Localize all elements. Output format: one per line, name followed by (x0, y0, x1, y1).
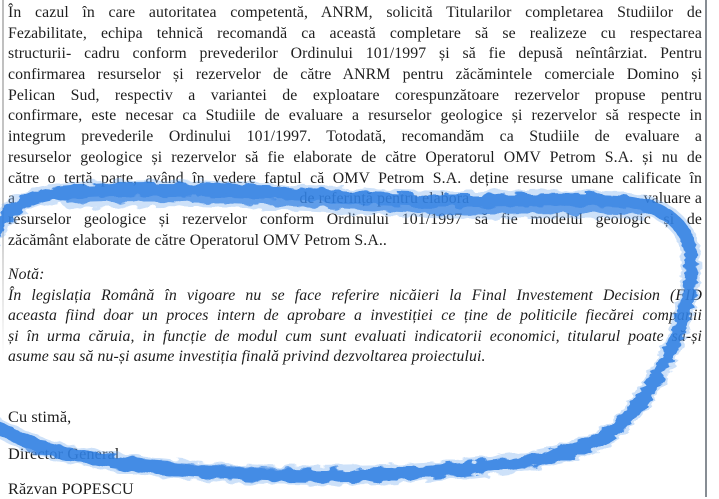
nota-heading: Notă: (8, 265, 702, 286)
nota-line-3: și în urma căruia, in funcție de modul cum sunt evaluati indicatorii economici, titularul poate să-și (8, 327, 702, 347)
paragraph-line-6: confirmare, este necesar ca Studiile de evaluare a resurselor geologice și rezervelor să respecte in (8, 106, 702, 127)
paragraph-line-obscured (8, 189, 702, 210)
nota-line-1: În legislația Română în vigoare nu se face referire nicăieri la Final Investement Decision (FID (8, 286, 702, 306)
nota-line-2: aceasta fiind doar un proces intern de aprobare a investiției ce ține de politicile fiecărei companii (8, 306, 702, 326)
letter-body (8, 3, 702, 499)
obscured-fragment-right: valuare a (644, 189, 702, 210)
paragraph-line-5: Pelican Sud, respectiv a variantei de exploatare corespunzătoare rezervelor propuse pentru (8, 86, 702, 107)
paragraph-line-9: către o terță parte, având în vedere faptul că OMV Petrom S.A. deține resurse umane calificate în (8, 169, 702, 190)
obscured-fragment-mid: de referință pentru elabora (299, 189, 469, 210)
obscured-fragment-left: a (8, 189, 15, 210)
nota-line-4: asume sau să nu-și asume investiția finală privind dezvoltarea proiectului. (8, 347, 702, 367)
paragraph-line-7: integrum prevederile Ordinului 101/1997. Totodată, recomandăm ca Studiile de evaluare a (8, 127, 702, 148)
paragraph-line-11: resurselor geologice și rezervelor conform Ordinului 101/1997 să fie modelul geologic și de (8, 210, 702, 231)
closing-role: Director General (8, 444, 702, 465)
paragraph-line-4: confirmarea resurselor și rezervelor de către ANRM pentru zăcămintele comerciale Domino și (8, 65, 702, 86)
paragraph-line-8: resurselor geologice și rezervelor să fie elaborate de către Operatorul OMV Petrom S.A. și nu de (8, 148, 702, 169)
scan-edge-line-right (705, 0, 707, 497)
paragraph-line-1: În cazul în care autoritatea competentă, ANRM, solicită Titularilor completarea Studiilor de (8, 3, 702, 24)
signature-name: Răzvan POPESCU (8, 479, 702, 499)
paragraph-line-2: Fezabilitate, echipa tehnică recomandă ca această completare să se realizeze cu respectarea (8, 24, 702, 45)
paragraph-line-3: structurii- cadru conform prevederilor Ordinului 101/1997 și să fie depusă neîntârziat. Pentru (8, 44, 702, 65)
paragraph-line-12: zăcământ elaborate de către Operatorul OMV Petrom S.A.. (8, 231, 702, 252)
closing-salutation: Cu stimă, (8, 407, 702, 428)
scan-edge-line-left (2, 0, 4, 360)
